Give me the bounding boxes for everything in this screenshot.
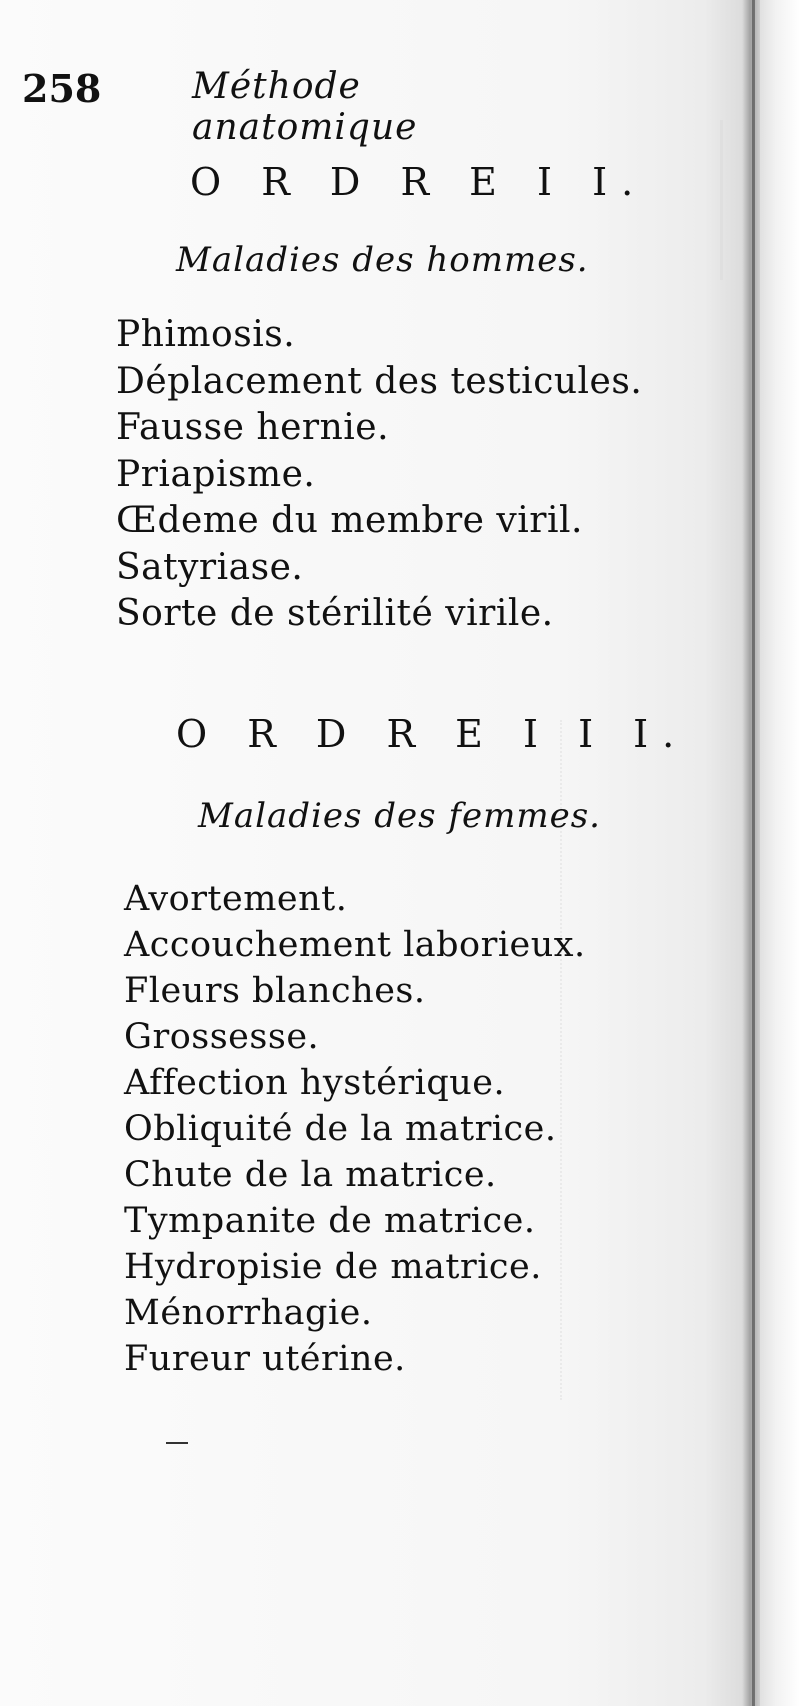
list-item: Grossesse. bbox=[124, 1017, 320, 1057]
list-item: Ménorrhagie. bbox=[124, 1293, 373, 1333]
disease-list-hommes bbox=[116, 312, 642, 638]
list-item: Hydropisie de matrice. bbox=[124, 1247, 542, 1287]
list-item: Fureur utérine. bbox=[124, 1339, 406, 1379]
section-subheading-femmes: Maladies des femmes. bbox=[198, 796, 601, 836]
list-item: Obliquité de la matrice. bbox=[124, 1109, 557, 1149]
list-item: Tympanite de matrice. bbox=[124, 1201, 536, 1241]
section-heading-ordre-iii: O R D R E I I I. bbox=[176, 712, 689, 756]
page-number: 258 bbox=[22, 66, 102, 111]
list-item: Œdeme du membre viril. bbox=[116, 500, 583, 541]
list-item: Priapisme. bbox=[116, 453, 316, 495]
list-item: Déplacement des testicules. bbox=[116, 360, 643, 402]
list-item: Fleurs blanches. bbox=[124, 971, 426, 1011]
list-item: Satyriase. bbox=[116, 546, 304, 588]
section-subheading-hommes: Maladies des hommes. bbox=[176, 240, 589, 280]
ornament-dash bbox=[166, 1442, 188, 1444]
list-item: Sorte de stérilité virile. bbox=[116, 593, 554, 634]
list-item: Chute de la matrice. bbox=[124, 1155, 497, 1195]
list-item: Fausse hernie. bbox=[116, 407, 390, 448]
section-heading-ordre-ii: O R D R E I I. bbox=[190, 160, 648, 204]
page-header bbox=[22, 66, 582, 148]
list-item: Phimosis. bbox=[116, 314, 296, 355]
running-title: Méthode anatomique bbox=[192, 66, 418, 148]
list-item: Accouchement laborieux. bbox=[124, 925, 586, 965]
page-edge-shadow bbox=[742, 0, 760, 1706]
disease-list-femmes bbox=[124, 876, 586, 1382]
list-item: Avortement. bbox=[124, 879, 348, 919]
list-item: Affection hystérique. bbox=[124, 1063, 506, 1103]
page-edge-line bbox=[752, 0, 755, 1706]
